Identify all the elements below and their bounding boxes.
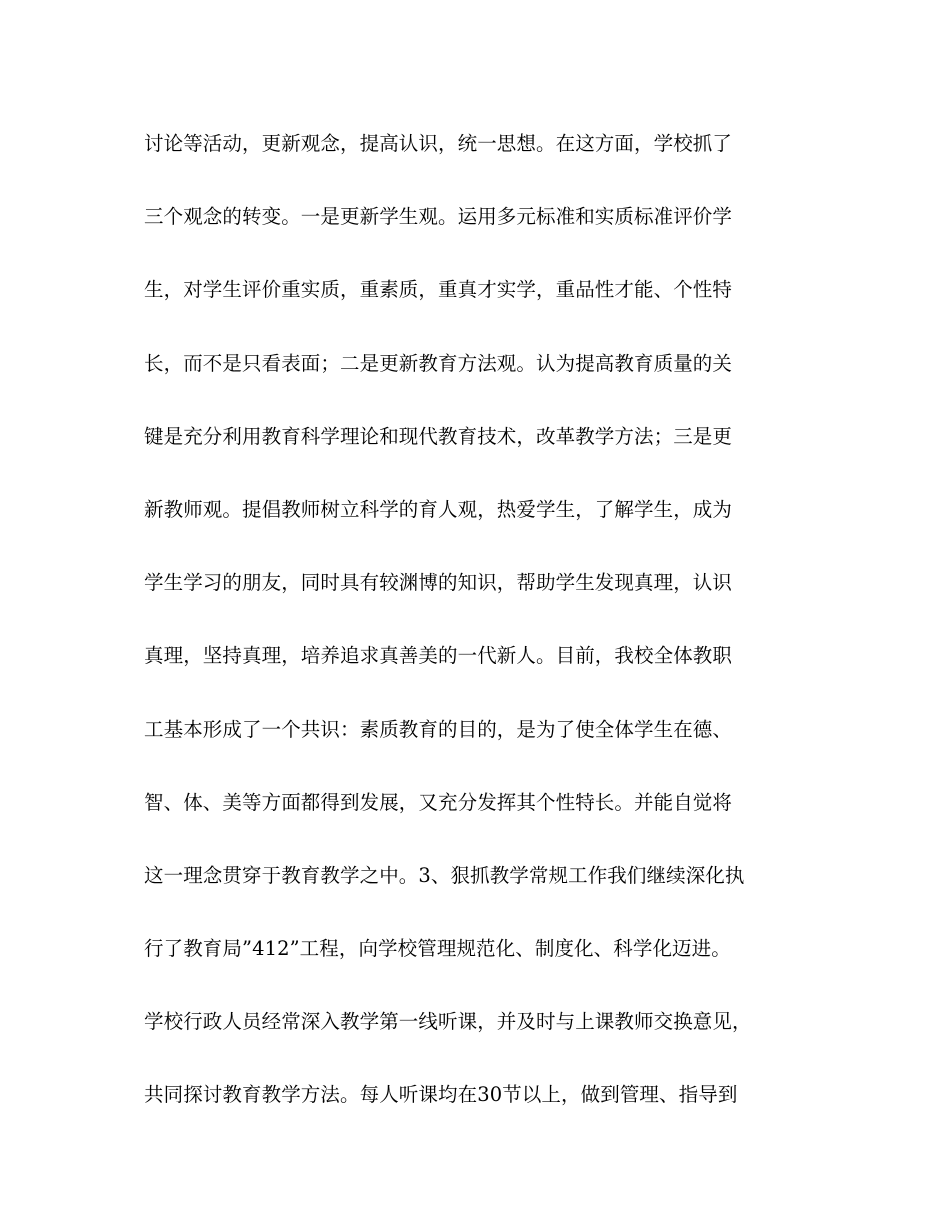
text-line: 智、体、美等方面都得到发展，又充分发挥其个性特长。并能自觉将	[144, 790, 733, 814]
text-line: 三个观念的转变。一是更新学生观。运用多元标准和实质标准评价学	[144, 205, 733, 229]
text-line: 行了教育局”412”工程，向学校管理规范化、制度化、科学化迈进。	[144, 937, 731, 961]
text-line: 学生学习的朋友，同时具有较渊博的知识，帮助学生发现真理，认识	[144, 571, 733, 595]
text-line: 长，而不是只看表面；二是更新教育方法观。认为提高教育质量的关	[144, 351, 733, 375]
text-line: 键是充分利用教育科学理论和现代教育技术，改革教学方法；三是更	[144, 424, 733, 448]
text-line: 共同探讨教育教学方法。每人听课均在30节以上，做到管理、指导到	[144, 1083, 738, 1107]
text-line: 学校行政人员经常深入教学第一线听课，并及时与上课教师交换意见，	[144, 1010, 752, 1034]
text-line: 新教师观。提倡教师树立科学的育人观，热爱学生，了解学生，成为	[144, 497, 733, 521]
text-line: 工基本形成了一个共识：素质教育的目的，是为了使全体学生在德、	[144, 717, 733, 741]
text-line: 这一理念贯穿于教育教学之中。3、狠抓教学常规工作我们继续深化执	[144, 863, 745, 887]
text-line: 生，对学生评价重实质，重素质，重真才实学，重品性才能、个性特	[144, 278, 733, 302]
text-line: 讨论等活动，更新观念，提高认识，统一思想。在这方面，学校抓了	[144, 132, 733, 155]
body-text	[144, 126, 814, 1151]
text-line: 真理，坚持真理，培养追求真善美的一代新人。目前，我校全体教职	[144, 644, 733, 668]
